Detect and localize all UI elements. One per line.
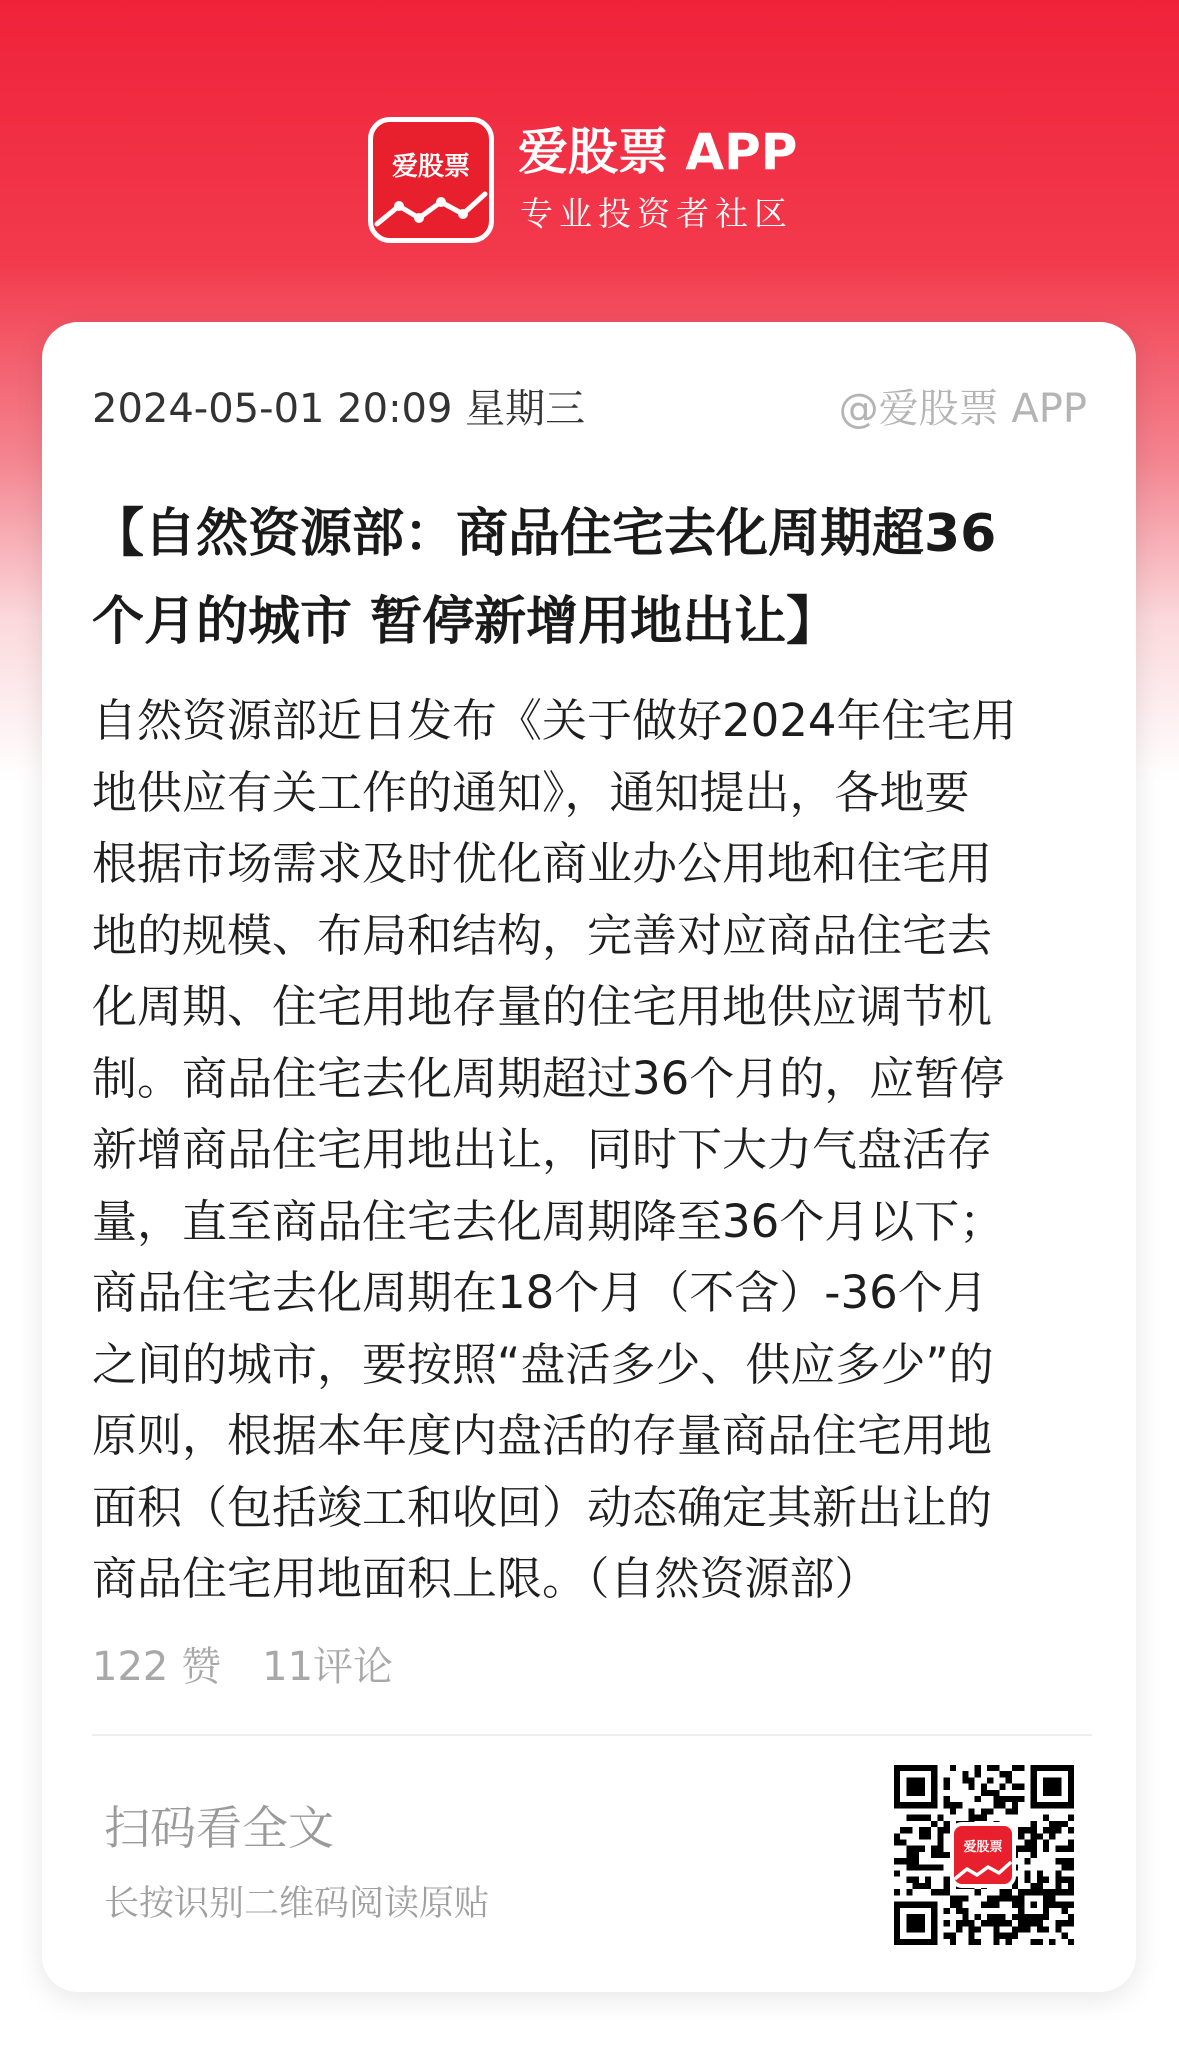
post-body-line: 化周期、住宅用地存量的住宅用地供应调节机 [92, 980, 993, 1033]
app-logo-text: 爱股票 [391, 152, 470, 182]
post-title [92, 490, 1092, 666]
post-body-line: 制。商品住宅去化周期超过36个月的，应暂停 [92, 1051, 1005, 1105]
post-datetime: 2024-05-01 20:09 星期三 [92, 386, 586, 432]
qr-logo-text: 爱股票 [963, 1840, 1003, 1855]
post-body [92, 685, 1092, 1615]
post-body-line: 之间的城市，要按照“盘活多少、供应多少”的 [92, 1337, 994, 1391]
app-slogan: 专业投资者社区 [520, 194, 793, 233]
post-body-line: 地供应有关工作的通知》，通知提出，各地要 [92, 765, 970, 819]
app-logo [368, 117, 494, 243]
chart-line-icon [954, 1854, 1012, 1884]
comment-count[interactable]: 11评论 [262, 1644, 394, 1690]
app-header [0, 0, 1179, 320]
app-name: 爱股票 APP [518, 123, 798, 181]
chart-line-icon [373, 176, 489, 236]
post-body-line: 地的规模、布局和结构，完善对应商品住宅去 [92, 908, 993, 962]
post-title-line: 个月的城市 暂停新增用地出让】 [92, 592, 839, 652]
post-body-line: 原则，根据本年度内盘活的存量商品住宅用地 [92, 1409, 993, 1462]
post-body-line: 商品住宅用地面积上限。（自然资源部） [92, 1552, 880, 1605]
post-body-line: 面积（包括竣工和收回）动态确定其新出让的 [92, 1480, 993, 1534]
post-title-line: 【自然资源部：商品住宅去化周期超36 [92, 504, 997, 564]
scan-cta-subtitle: 长按识别二维码阅读原贴 [104, 1884, 490, 1924]
post-body-line: 根据市场需求及时优化商业办公用地和住宅用 [92, 837, 993, 890]
post-source: @爱股票 APP [838, 386, 1087, 432]
scan-cta-title: 扫码看全文 [104, 1801, 334, 1855]
post-stats [92, 1642, 429, 1692]
post-body-line: 新增商品住宅用地出让，同时下大力气盘活存 [92, 1123, 993, 1176]
post-body-line: 量，直至商品住宅去化周期降至36个月以下； [92, 1194, 1005, 1248]
divider [92, 1734, 1092, 1736]
like-count[interactable]: 122 赞 [92, 1644, 222, 1690]
post-meta-row [92, 384, 1087, 434]
qr-center-logo [950, 1822, 1016, 1888]
post-body-line: 自然资源部近日发布《关于做好2024年住宅用 [92, 694, 1017, 747]
post-body-line: 商品住宅去化周期在18个月（不含）-36个月 [92, 1266, 988, 1319]
post-card [42, 322, 1136, 1992]
